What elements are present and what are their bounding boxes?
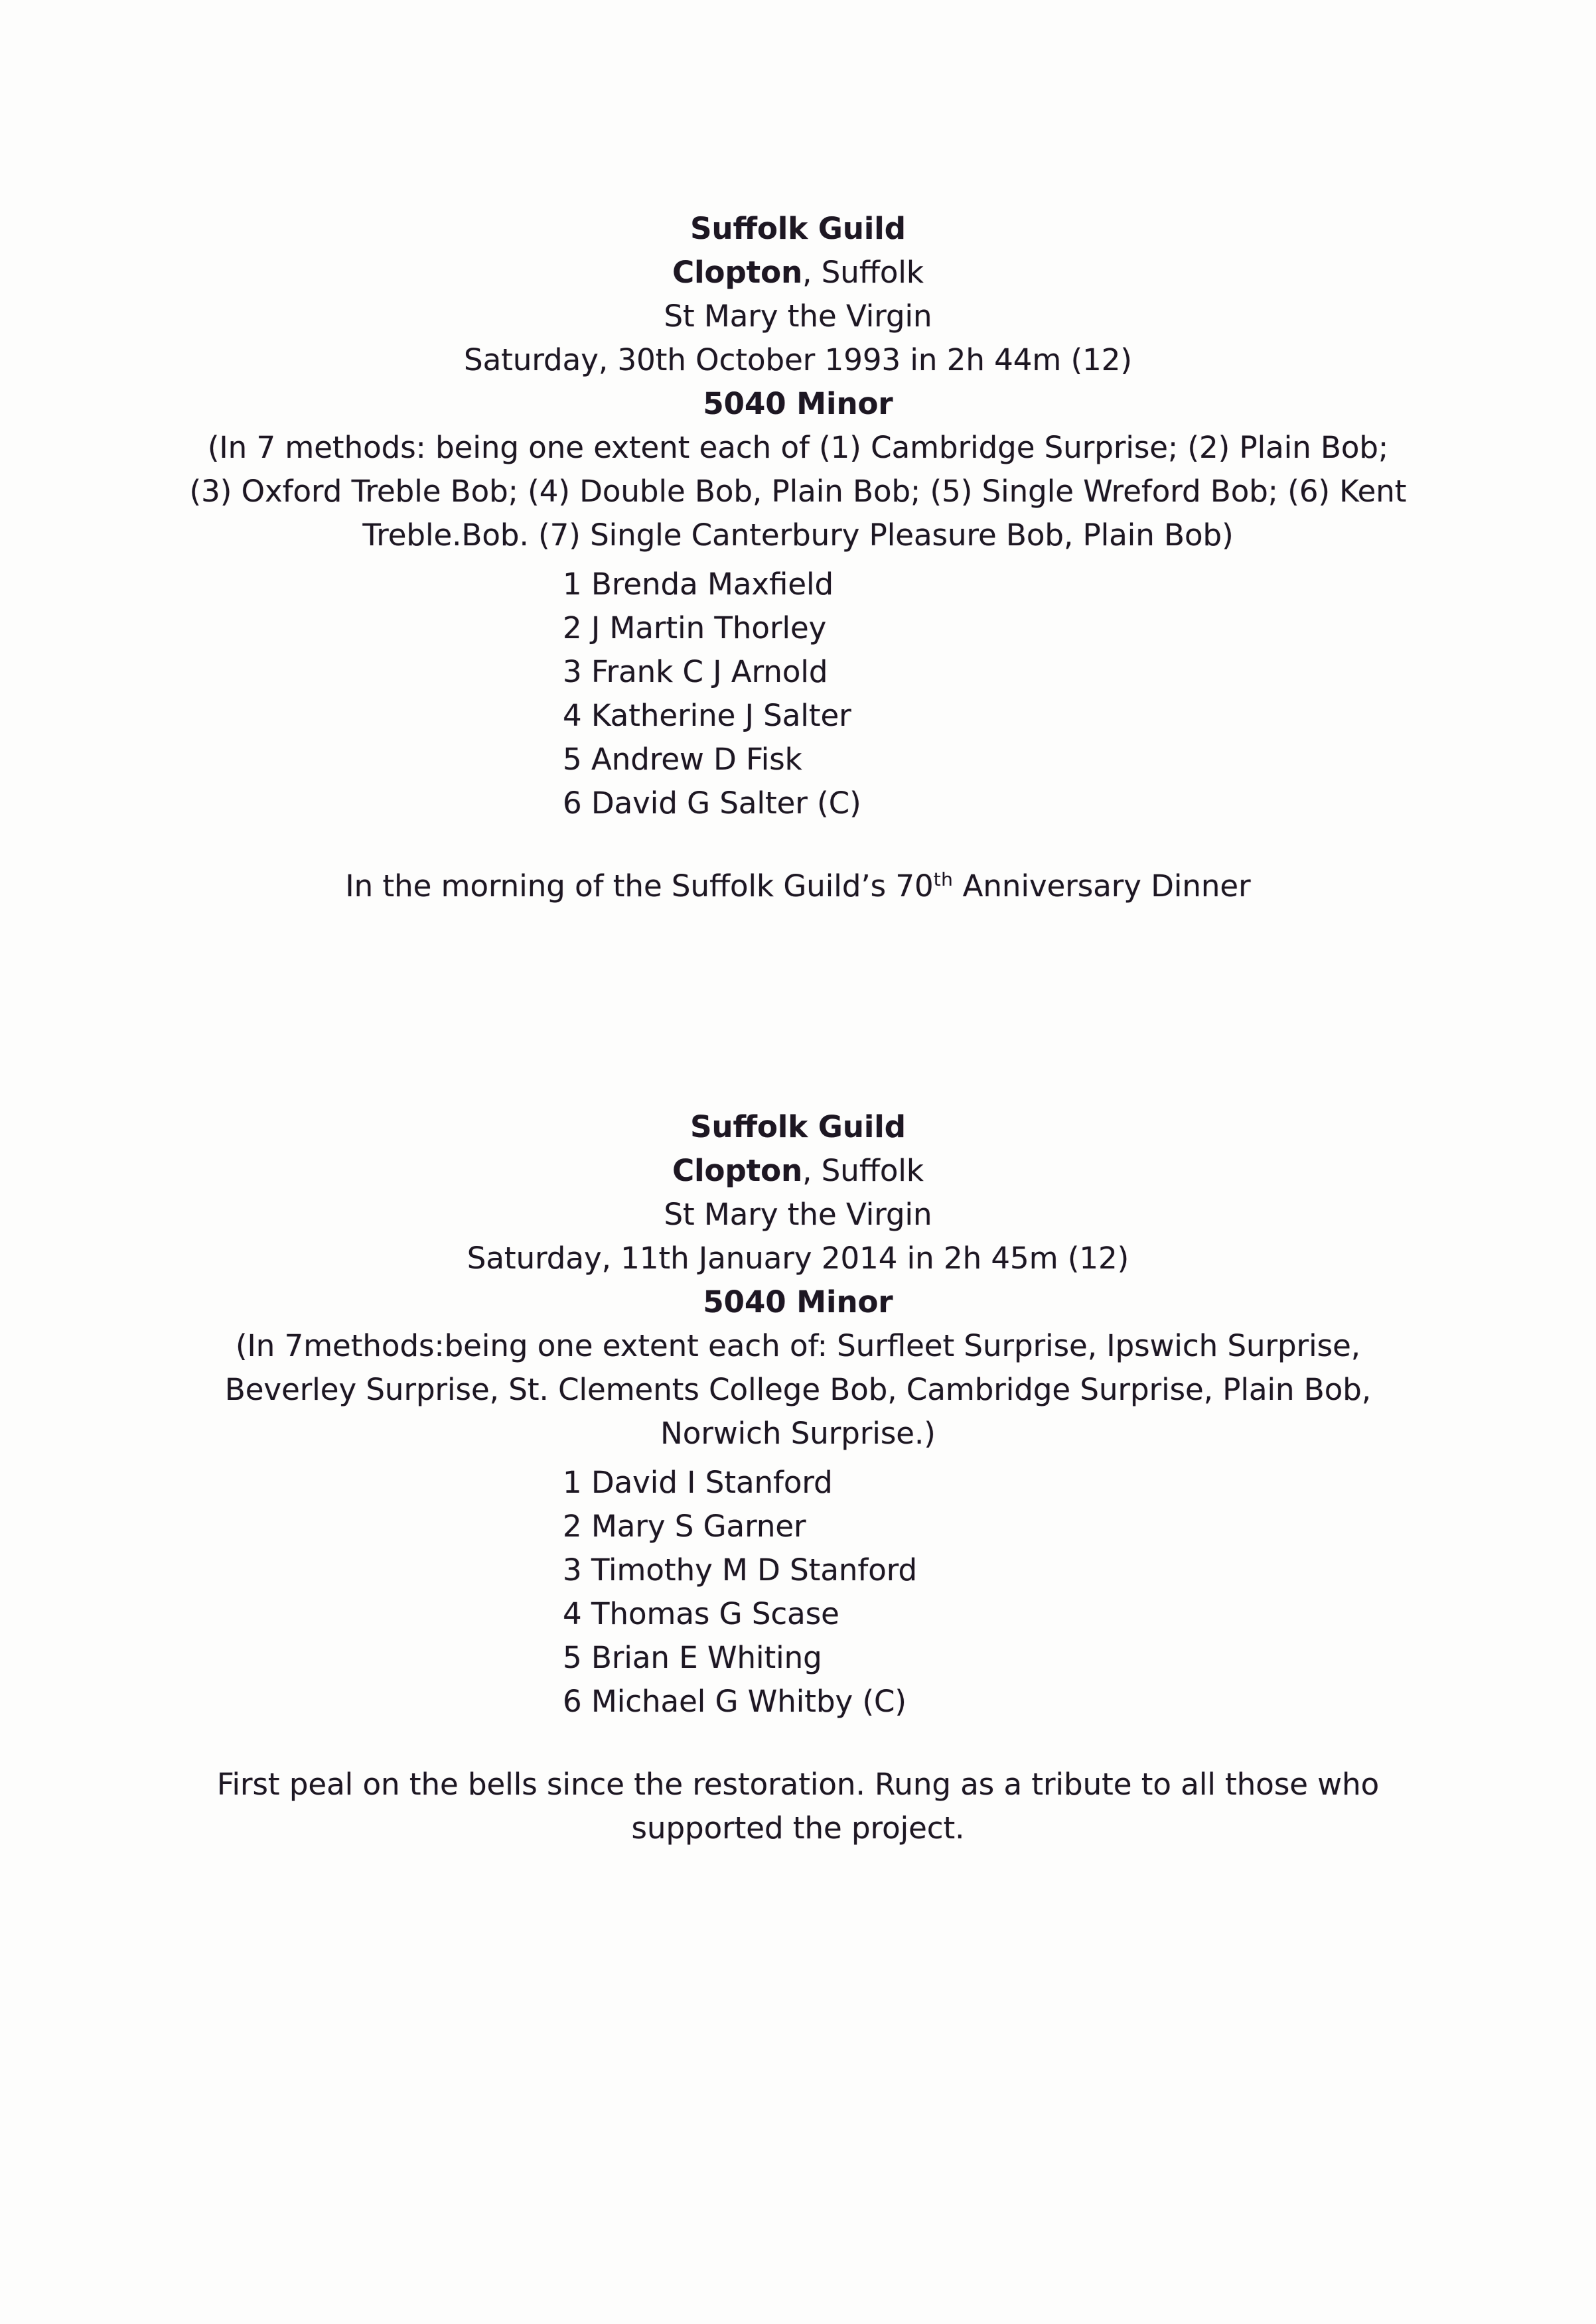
bell-number: 5: [563, 742, 582, 777]
bell-number: 3: [563, 654, 582, 689]
ringer-row: [563, 782, 1596, 825]
methods-paragraph: [102, 426, 1495, 557]
footnote-line: supported the project.: [631, 1811, 965, 1846]
ringer-name: Timothy M D Stanford: [591, 1552, 918, 1588]
footnote-text: In the morning of the Suffolk Guild’s 70: [345, 868, 934, 904]
footnote-text: Anniversary Dinner: [953, 868, 1251, 904]
peal-record-1993: [0, 207, 1596, 908]
ringers-list: [563, 563, 1596, 825]
ringer-row: [563, 694, 1596, 738]
methods-paragraph: [102, 1324, 1495, 1456]
place-name: Clopton: [672, 1153, 803, 1188]
bell-number: 1: [563, 567, 582, 602]
ringer-name: David I Stanford: [591, 1465, 833, 1500]
bell-number: 3: [563, 1552, 582, 1588]
place-county: , Suffolk: [802, 255, 924, 290]
methods-line: (3) Oxford Treble Bob; (4) Double Bob, Plain Bob; (5) Single Wreford Bob; (6) Kent: [189, 474, 1407, 509]
methods-line: Norwich Surprise.): [660, 1416, 936, 1451]
ringer-row: [563, 1461, 1596, 1505]
church-line: St Mary the Virgin: [664, 299, 932, 334]
bell-number: 6: [563, 786, 582, 821]
bell-number: 4: [563, 1596, 582, 1631]
ringer-name: Andrew D Fisk: [591, 742, 802, 777]
guild-title: Suffolk Guild: [690, 1109, 906, 1144]
ringer-name: Brian E Whiting: [591, 1640, 822, 1675]
ringer-row: [563, 563, 1596, 606]
ringer-row: [563, 1680, 1596, 1724]
bell-number: 1: [563, 1465, 582, 1500]
ringer-row: [563, 1505, 1596, 1548]
place-line: [0, 1149, 1596, 1193]
bell-number: 5: [563, 1640, 582, 1675]
bell-number: 2: [563, 610, 582, 646]
date-line: Saturday, 11th January 2014 in 2h 45m (12): [467, 1241, 1129, 1276]
bell-number: 6: [563, 1684, 582, 1719]
church-line: St Mary the Virgin: [664, 1197, 932, 1232]
place-line: [0, 251, 1596, 295]
ringer-name: Katherine J Salter: [591, 698, 851, 733]
peal-record-2014: [0, 1105, 1596, 1850]
bell-number: 2: [563, 1509, 582, 1544]
ringer-row: [563, 1636, 1596, 1680]
ringer-name: Brenda Maxfield: [591, 567, 834, 602]
methods-line: (In 7methods:being one extent each of: Surfleet Surprise, Ipswich Surprise,: [235, 1328, 1361, 1363]
place-name: Clopton: [672, 255, 803, 290]
ringer-row: [563, 1592, 1596, 1636]
methods-line: Beverley Surprise, St. Clements College Bob, Cambridge Surprise, Plain Bob,: [224, 1372, 1372, 1407]
ringer-row: [563, 650, 1596, 694]
ringer-row: [563, 1548, 1596, 1592]
ringer-row: [563, 606, 1596, 650]
guild-title: Suffolk Guild: [690, 211, 906, 246]
ringer-name: Michael G Whitby (C): [591, 1684, 907, 1719]
ringer-name: Mary S Garner: [591, 1509, 806, 1544]
date-line: Saturday, 30th October 1993 in 2h 44m (12): [464, 342, 1132, 377]
peal-count-title: 5040 Minor: [703, 1284, 893, 1320]
ringer-row: [563, 738, 1596, 782]
peal-footnote: [0, 864, 1596, 908]
peal-count-title: 5040 Minor: [703, 386, 893, 421]
ringer-name: Frank C J Arnold: [591, 654, 828, 689]
place-county: , Suffolk: [802, 1153, 924, 1188]
bell-number: 4: [563, 698, 582, 733]
ordinal-suffix: th: [933, 868, 954, 890]
ringers-list: [563, 1461, 1596, 1724]
footnote-line: First peal on the bells since the restoration. Rung as a tribute to all those who: [216, 1767, 1380, 1802]
ringer-name: David G Salter (C): [591, 786, 861, 821]
peal-footnote: [0, 1763, 1596, 1850]
methods-line: Treble.Bob. (7) Single Canterbury Pleasure Bob, Plain Bob): [362, 517, 1234, 553]
ringer-name: J Martin Thorley: [591, 610, 827, 646]
ringer-name: Thomas G Scase: [591, 1596, 839, 1631]
methods-line: (In 7 methods: being one extent each of (1) Cambridge Surprise; (2) Plain Bob;: [207, 430, 1389, 465]
